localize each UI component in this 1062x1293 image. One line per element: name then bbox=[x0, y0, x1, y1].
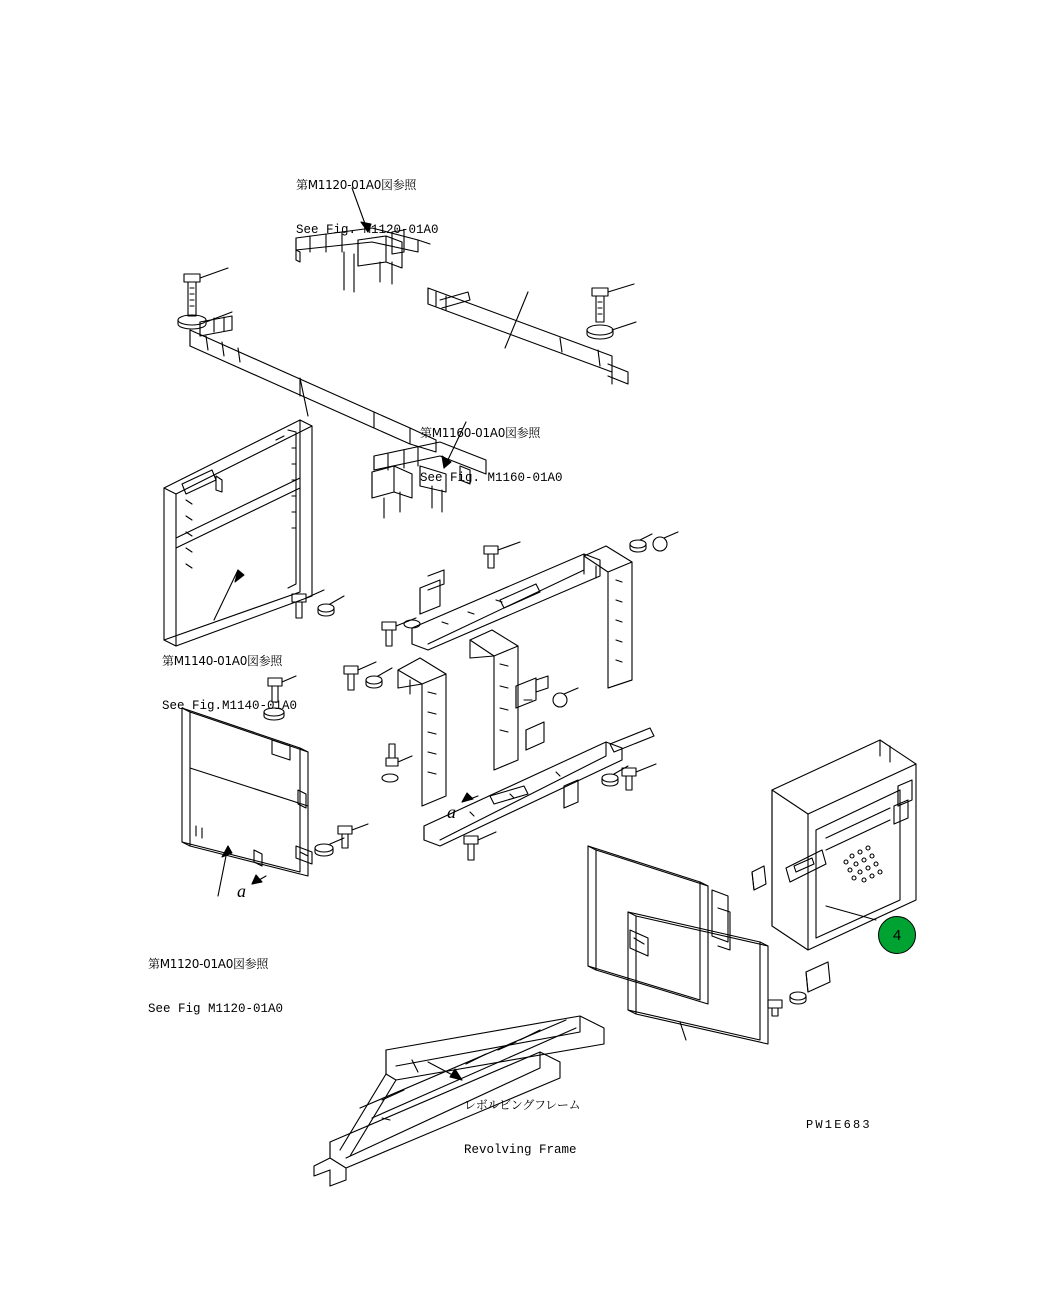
annotation-ref-m1120-top bbox=[296, 148, 439, 268]
annotation-ref-m1160 bbox=[420, 396, 563, 516]
annotation-text-jp: レボルビングフレーム bbox=[464, 1098, 581, 1112]
annotation-text-jp: 第M1160-01A0図参照 bbox=[420, 426, 541, 440]
annotation-text-en: See Fig.M1140-01A0 bbox=[162, 699, 298, 713]
callout-4[interactable]: 4 bbox=[878, 916, 916, 954]
reference-letter-a-left: a bbox=[237, 881, 246, 901]
annotation-text-jp: 第M1120-01A0図参照 bbox=[148, 957, 269, 971]
annotation-text-jp: 第M1120-01A0図参照 bbox=[296, 178, 417, 192]
reference-letter-a-center: a bbox=[447, 802, 456, 822]
annotation-ref-m1120-bottom bbox=[148, 927, 283, 1047]
annotation-text-en: Revolving Frame bbox=[464, 1143, 577, 1157]
annotation-ref-m1140 bbox=[162, 624, 297, 744]
drawing-code: PW1E683 bbox=[806, 1118, 872, 1132]
annotation-text-en: See Fig M1120-01A0 bbox=[148, 1002, 284, 1016]
annotation-text-en: See Fig. M1160-01A0 bbox=[420, 471, 563, 485]
annotation-text-en: See Fig. M1120-01A0 bbox=[296, 223, 439, 237]
annotation-revolving-frame bbox=[464, 1068, 580, 1188]
annotation-text-jp: 第M1140-01A0図参照 bbox=[162, 654, 283, 668]
